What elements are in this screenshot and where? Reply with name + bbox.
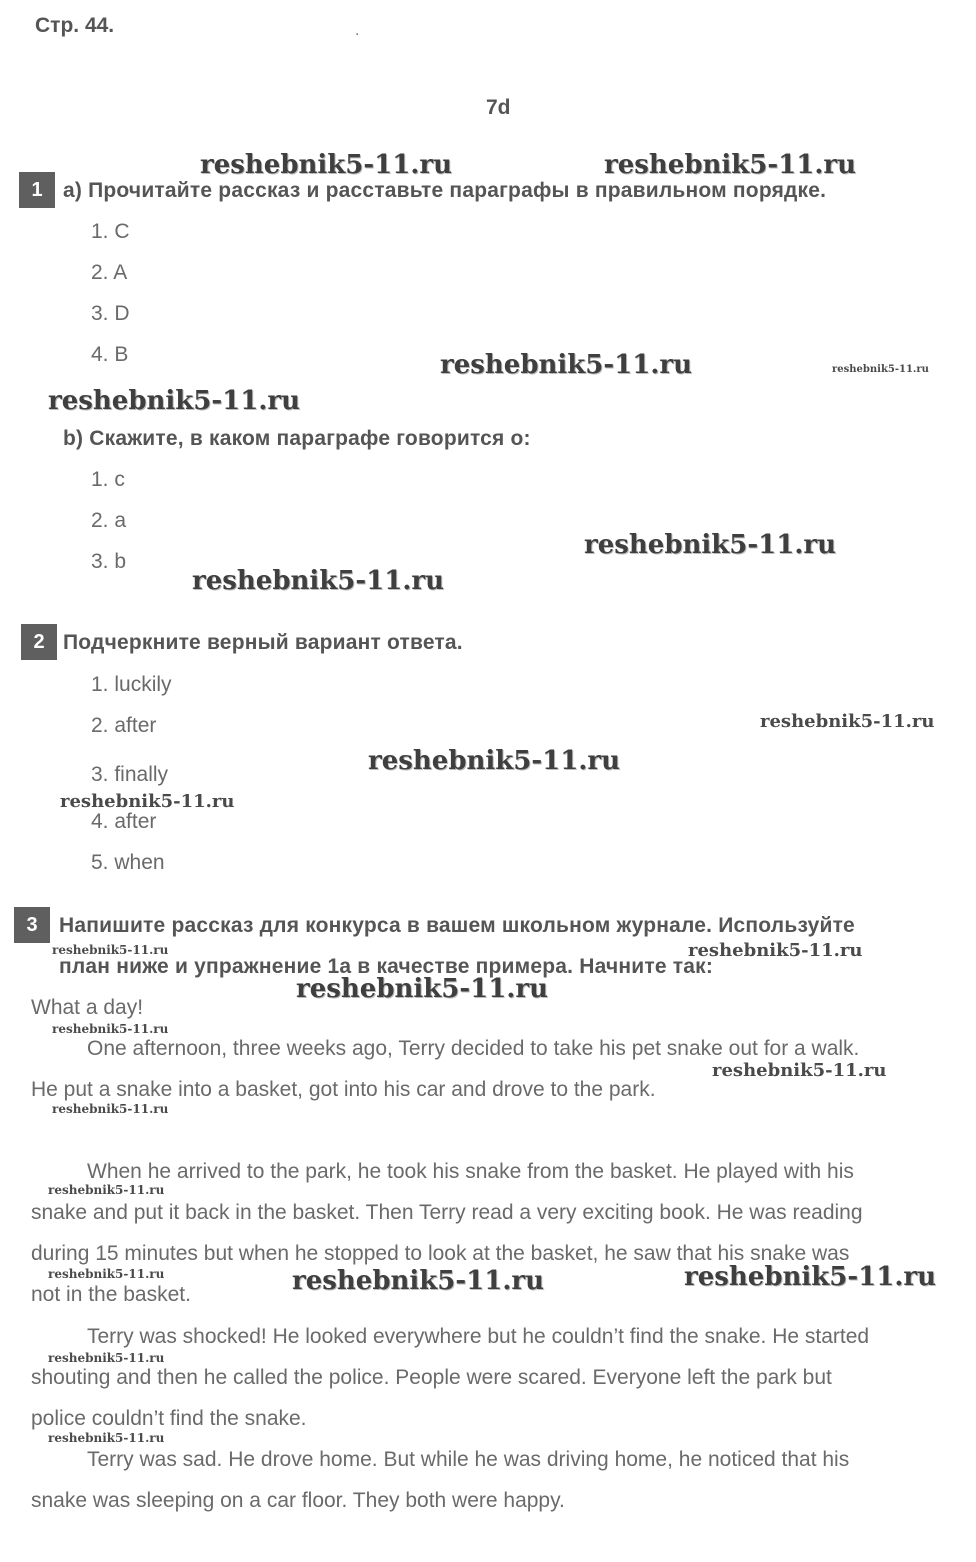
answer-item: 5. when	[91, 851, 165, 874]
answer-item: 3. finally	[91, 763, 169, 786]
watermark: reshebnik5-11.ru	[440, 350, 693, 380]
watermark: reshebnik5-11.ru	[296, 974, 549, 1004]
story-line: police couldn’t find the snake.	[31, 1407, 307, 1430]
story-title: What a day!	[31, 996, 144, 1019]
task-2-instruction: Подчеркните верный вариант ответа.	[63, 631, 463, 654]
answer-item: 2. a	[91, 509, 127, 532]
stray-dot: .	[355, 22, 360, 39]
task-3-instruction-line-1: Напишите рассказ для конкурса в вашем школьном журнале. Используйте	[59, 914, 855, 937]
answer-item: 4. B	[91, 343, 129, 366]
story-line: not in the basket.	[31, 1283, 191, 1306]
task-3-instruction-line-2: план ниже и упражнение 1а в качестве примера. Начните так:	[59, 955, 714, 978]
watermark: reshebnik5-11.ru	[52, 1022, 169, 1036]
watermark: reshebnik5-11.ru	[52, 943, 169, 957]
watermark: reshebnik5-11.ru	[688, 940, 863, 961]
watermark: reshebnik5-11.ru	[192, 566, 445, 596]
story-line: One afternoon, three weeks ago, Terry decided to take his pet snake out for a walk.	[87, 1037, 860, 1060]
answer-item: 3. b	[91, 550, 127, 573]
task-1a-instruction: a) Прочитайте рассказ и расставьте параграфы в правильном порядке.	[63, 179, 827, 202]
watermark: reshebnik5-11.ru	[604, 150, 857, 180]
watermark: reshebnik5-11.ru	[48, 1431, 165, 1445]
task-1-number: 1	[19, 172, 55, 208]
answer-item: 1. c	[91, 468, 125, 491]
answer-item: 3. D	[91, 302, 130, 325]
watermark: reshebnik5-11.ru	[48, 1183, 165, 1197]
watermark: reshebnik5-11.ru	[60, 791, 235, 812]
story-line: Terry was shocked! He looked everywhere but he couldn’t find the snake. He started	[87, 1325, 870, 1348]
story-line: He put a snake into a basket, got into his car and drove to the park.	[31, 1078, 656, 1101]
task-3-number: 3	[14, 907, 50, 943]
story-line: during 15 minutes but when he stopped to look at the basket, he saw that his snake was	[31, 1242, 850, 1265]
answer-item: 2. after	[91, 714, 157, 737]
watermark: reshebnik5-11.ru	[48, 1267, 165, 1281]
story-line: snake was sleeping on a car floor. They both were happy.	[31, 1489, 565, 1512]
story-line: snake and put it back in the basket. Then Terry read a very exciting book. He was reading	[31, 1201, 863, 1224]
answer-item: 1. C	[91, 220, 130, 243]
watermark: reshebnik5-11.ru	[292, 1266, 545, 1296]
watermark: reshebnik5-11.ru	[832, 364, 929, 375]
watermark: reshebnik5-11.ru	[52, 1102, 169, 1116]
watermark: reshebnik5-11.ru	[48, 1351, 165, 1365]
task-2-number: 2	[21, 624, 57, 660]
watermark: reshebnik5-11.ru	[368, 746, 621, 776]
answer-item: 4. after	[91, 810, 157, 833]
watermark: reshebnik5-11.ru	[200, 150, 453, 180]
watermark: reshebnik5-11.ru	[760, 711, 935, 732]
story-line: When he arrived to the park, he took his snake from the basket. He played with his	[87, 1160, 854, 1183]
page-number: Стр. 44.	[35, 14, 115, 37]
task-1b-instruction: b) Скажите, в каком параграфе говорится о:	[63, 427, 531, 450]
lesson-title: 7d	[486, 96, 511, 119]
watermark: reshebnik5-11.ru	[48, 386, 301, 416]
answer-item: 2. A	[91, 261, 128, 284]
watermark: reshebnik5-11.ru	[684, 1262, 937, 1292]
story-line: Terry was sad. He drove home. But while he was driving home, he noticed that his	[87, 1448, 850, 1471]
watermark: reshebnik5-11.ru	[712, 1060, 887, 1081]
answer-item: 1. luckily	[91, 673, 172, 696]
story-line: shouting and then he called the police. People were scared. Everyone left the park but	[31, 1366, 832, 1389]
watermark: reshebnik5-11.ru	[584, 530, 837, 560]
